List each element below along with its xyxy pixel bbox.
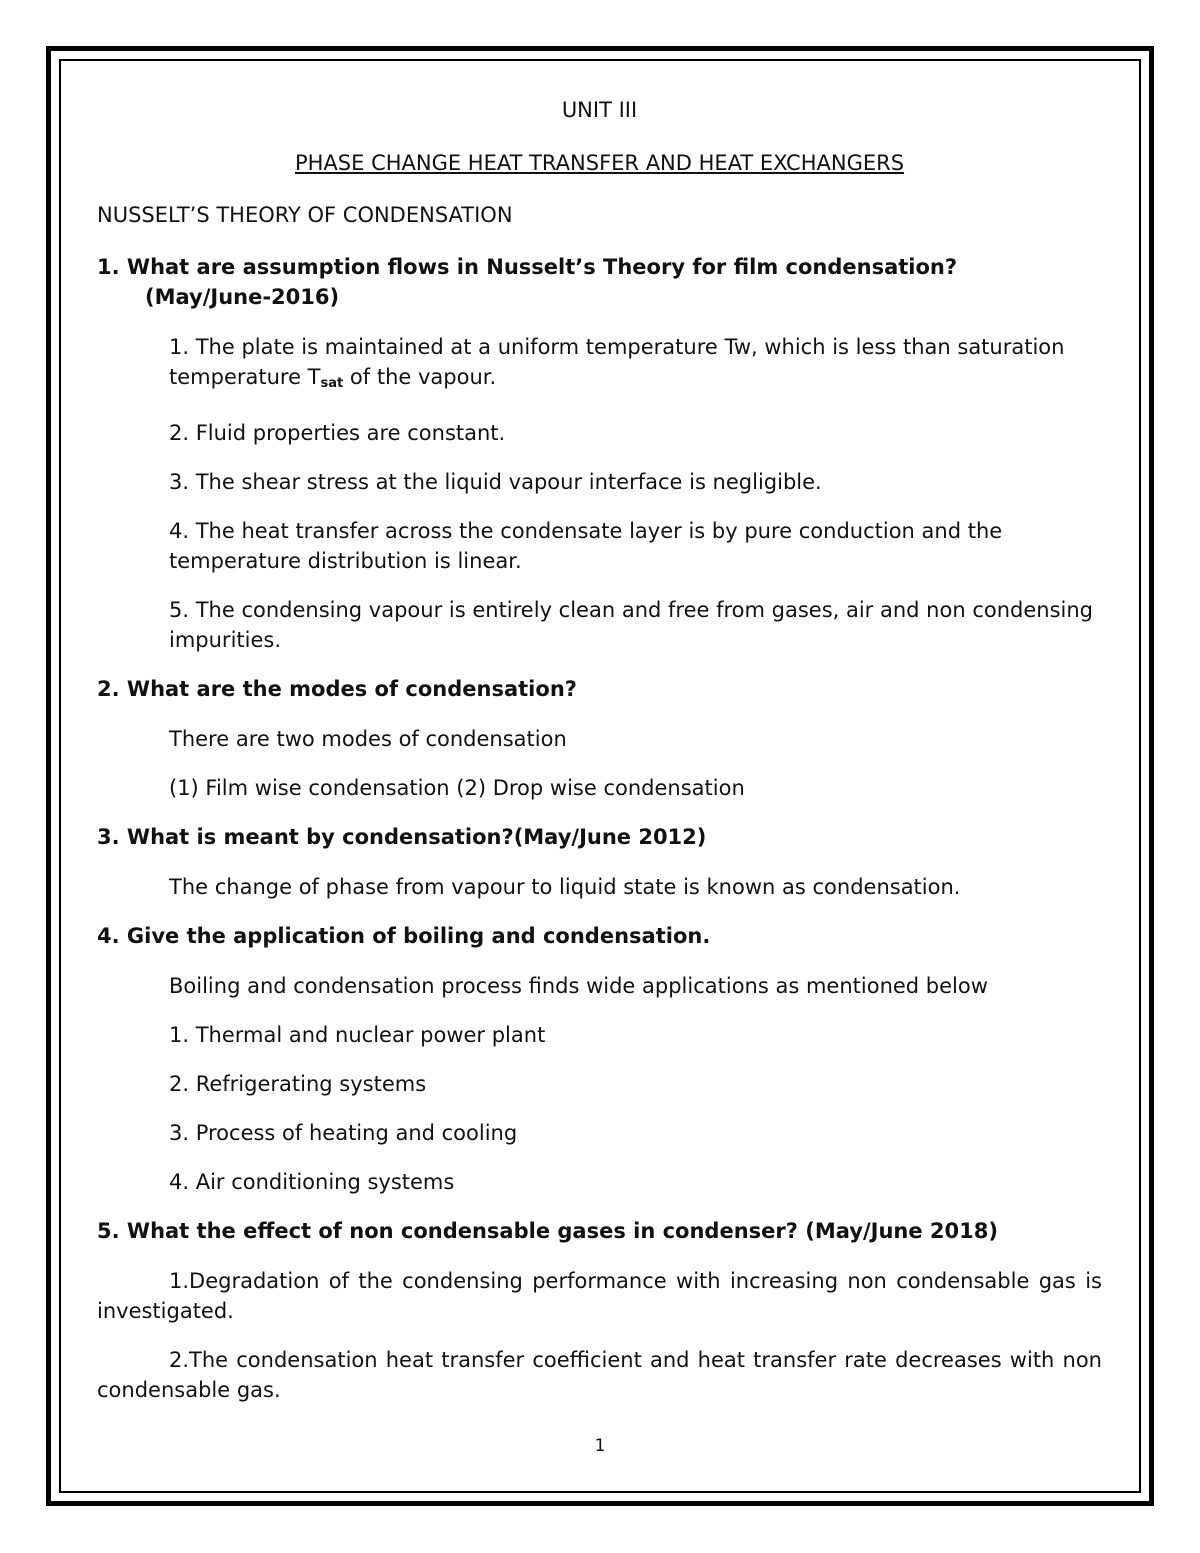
question-1 (97, 252, 1102, 312)
answer-4-item-4: 4. Air conditioning systems (169, 1170, 455, 1194)
answer-4-item-2: 2. Refrigerating systems (169, 1072, 427, 1096)
question-1-text: 1. What are assumption flows in Nusselt’s Theory for film condensation? (97, 255, 958, 279)
section-heading: NUSSELT’S THEORY OF CONDENSATION (97, 203, 513, 227)
question-1-exam-date: (May/June-2016) (145, 285, 340, 309)
answer-1-item-3: 3. The shear stress at the liquid vapour interface is negligible. (169, 470, 822, 494)
tsat-subscript: sat (320, 376, 344, 391)
answer-1-item-2: 2. Fluid properties are constant. (169, 421, 506, 445)
page-content (97, 97, 1102, 1424)
answer-3-line-1: The change of phase from vapour to liquid state is known as condensation. (169, 875, 961, 899)
answer-2-line-2: (1) Film wise condensation (2) Drop wise condensation (169, 776, 745, 800)
answer-1-item-4: 4. The heat transfer across the condensate layer is by pure conduction and the temperature distribution is linear. (169, 519, 1003, 573)
answer-2-line-1: There are two modes of condensation (169, 727, 567, 751)
page-title: PHASE CHANGE HEAT TRANSFER AND HEAT EXCHANGERS (294, 151, 905, 175)
answer-1-item-1-tail: of the vapour. (343, 365, 497, 389)
unit-heading: UNIT III (561, 98, 638, 122)
answer-4-item-1: 1. Thermal and nuclear power plant (169, 1023, 546, 1047)
page-number: 1 (594, 1436, 606, 1456)
answer-5-item-1: 1.Degradation of the condensing performance with increasing non condensable gas is investigated. (97, 1269, 1102, 1323)
question-5: 5. What the effect of non condensable gases in condenser? (May/June 2018) (97, 1219, 998, 1243)
answer-1-item-5: 5. The condensing vapour is entirely clean and free from gases, air and non condensing impurities. (169, 598, 1093, 652)
answer-1-item-1 (169, 332, 1102, 399)
question-4: 4. Give the application of boiling and condensation. (97, 924, 711, 948)
answer-1-item-1-text: 1. The plate is maintained at a uniform temperature Tw, which is less than saturation temperature T (169, 335, 1065, 389)
answer-5-item-2: 2.The condensation heat transfer coefficient and heat transfer rate decreases with non condensable gas. (97, 1348, 1102, 1402)
question-2: 2. What are the modes of condensation? (97, 677, 577, 701)
question-3: 3. What is meant by condensation?(May/June 2012) (97, 825, 707, 849)
answer-4-intro: Boiling and condensation process finds wide applications as mentioned below (169, 974, 988, 998)
answer-4-item-3: 3. Process of heating and cooling (169, 1121, 518, 1145)
